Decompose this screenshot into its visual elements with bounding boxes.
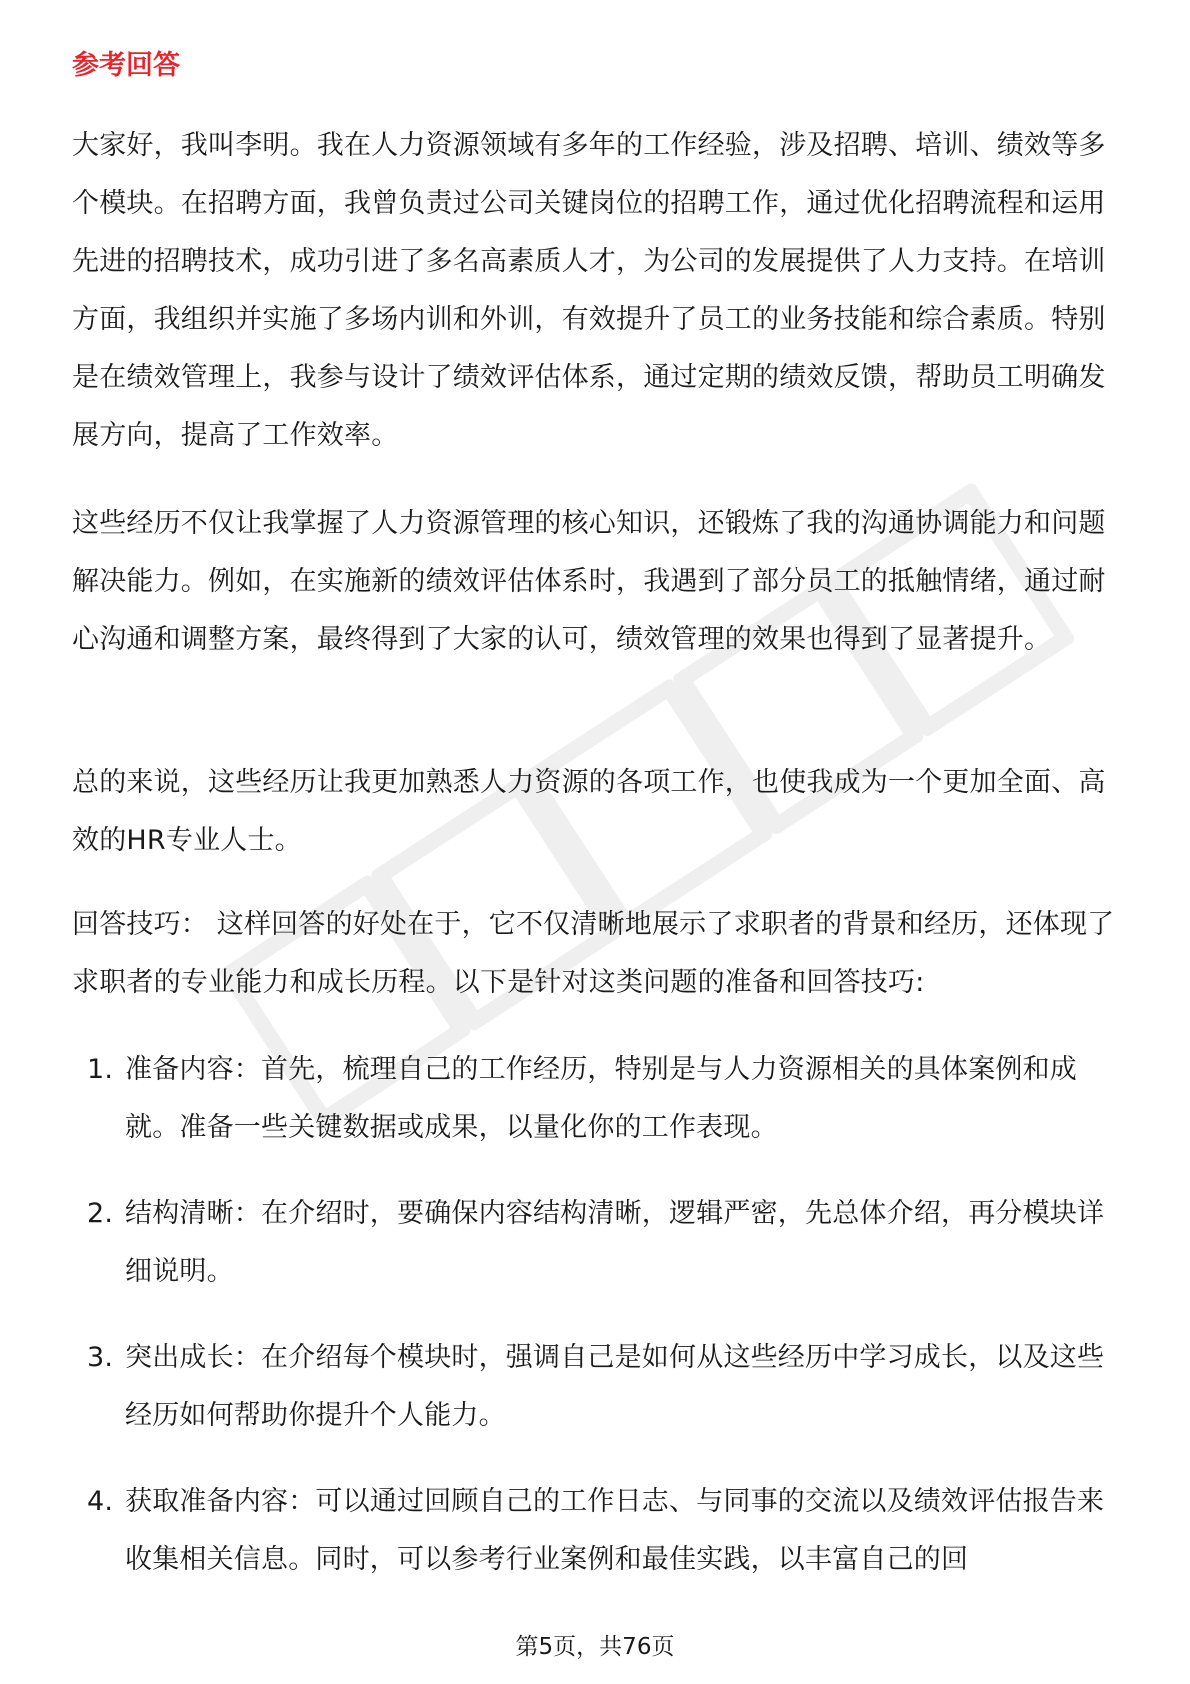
page-number-footer: 第5页，共76页 (515, 1634, 675, 1660)
list-item-text: 结构清晰：在介绍时，要确保内容结构清晰，逻辑严密，先总体介绍，再分模块详细说明。 (125, 1198, 1105, 1287)
list-item (72, 1041, 1118, 1157)
section-heading: 参考回答 (72, 50, 180, 81)
document-page (72, 0, 1118, 1684)
answer-paragraph-3: 总的来说，这些经历让我更加熟悉人力资源的各项工作，也使我成为一个更加全面、高效的HR专业人士。 (72, 767, 1106, 856)
list-item-number: 4. (87, 1486, 114, 1517)
list-item (72, 1185, 1118, 1301)
list-item (72, 1473, 1118, 1589)
list-item-number: 2. (87, 1198, 114, 1229)
answer-paragraph-2: 这些经历不仅让我掌握了人力资源管理的核心知识，还锻炼了我的沟通协调能力和问题解决能力。例如，在实施新的绩效评估体系时，我遇到了部分员工的抵触情绪，通过耐心沟通和调整方案，最终得到了大家的认可，绩效管理的效果也得到了显著提升。 (72, 508, 1106, 655)
list-item-number: 3. (87, 1342, 114, 1373)
list-item-number: 1. (87, 1054, 114, 1085)
list-item-text: 获取准备内容：可以通过回顾自己的工作日志、与同事的交流以及绩效评估报告来收集相关信息。同时，可以参考行业案例和最佳实践，以丰富自己的回 (125, 1486, 1105, 1575)
list-item-text: 准备内容：首先，梳理自己的工作经历，特别是与人力资源相关的具体案例和成就。准备一些关键数据或成果，以量化你的工作表现。 (125, 1054, 1077, 1143)
list-item-text: 突出成长：在介绍每个模块时，强调自己是如何从这些经历中学习成长，以及这些经历如何帮助你提升个人能力。 (125, 1342, 1105, 1431)
answer-paragraph-1: 大家好，我叫李明。我在人力资源领域有多年的工作经验，涉及招聘、培训、绩效等多个模块。在招聘方面，我曾负责过公司关键岗位的招聘工作，通过优化招聘流程和运用先进的招聘技术，成功引进了多名高素质人才，为公司的发展提供了人力支持。在培训方面，我组织并实施了多场内训和外训，有效提升了员工的业务技能和综合素质。特别是在绩效管理上，我参与设计了绩效评估体系，通过定期的绩效反馈，帮助员工明确发展方向，提高了工作效率。 (72, 130, 1106, 451)
tips-intro-paragraph: 回答技巧： 这样回答的好处在于，它不仅清晰地展示了求职者的背景和经历，还体现了求职者的专业能力和成长历程。以下是针对这类问题的准备和回答技巧: (72, 909, 1115, 998)
tips-list (72, 1041, 1118, 1617)
list-item (72, 1329, 1118, 1445)
